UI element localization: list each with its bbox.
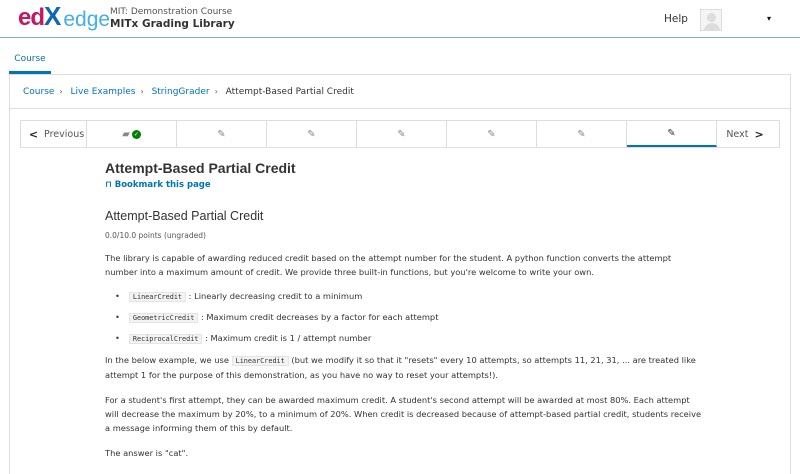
next-label: Next: [726, 128, 749, 140]
unit-tab-5[interactable]: [447, 121, 537, 147]
bookmark-icon: ⊓: [105, 180, 115, 190]
list-text: : Maximum credit decreases by a factor for each attempt: [200, 312, 439, 322]
book-icon: ▰: [122, 128, 130, 140]
course-name: MITx Grading Library: [110, 18, 235, 30]
unit-tab-4[interactable]: [357, 121, 447, 147]
edit-icon: ✎: [217, 128, 226, 140]
edit-icon: ✎: [397, 128, 406, 140]
user-avatar[interactable]: [700, 9, 722, 31]
course-content: [9, 74, 791, 474]
help-link[interactable]: Help: [664, 13, 688, 25]
edit-icon: ✎: [487, 128, 496, 140]
list-item: [115, 311, 705, 325]
list-item: [115, 332, 705, 346]
unit-content: [105, 160, 705, 471]
next-button[interactable]: [717, 121, 779, 147]
intro-text: The library is capable of awarding reduced credit based on the attempt number for the student. A python function converts the attempt number into a maximum amount of credit. We provide three built-in functions, but you're welcome to write your own.: [105, 253, 672, 277]
list-item: [115, 290, 705, 304]
user-menu-caret-icon[interactable]: ▾: [767, 14, 772, 23]
answer-text: The answer is "cat".: [105, 448, 189, 458]
chevron-left-icon: <: [28, 127, 39, 141]
breadcrumb-course[interactable]: Course: [23, 87, 55, 97]
code: LinearCredit: [232, 356, 289, 366]
chevron-right-icon: ›: [140, 87, 144, 96]
unit-tab-7[interactable]: [627, 121, 717, 147]
breadcrumb: [10, 75, 790, 109]
edit-icon: ✎: [577, 128, 586, 140]
bookmark-button[interactable]: [105, 180, 705, 190]
course-org: MIT: Demonstration Course: [110, 7, 233, 17]
breadcrumb-stringgrader[interactable]: StringGrader: [151, 87, 210, 97]
site-header: [0, 0, 800, 38]
code: ReciprocalCredit: [129, 334, 202, 344]
code: LinearCredit: [129, 292, 186, 302]
edit-icon: ✎: [667, 127, 676, 139]
text: (but we modify it so that it "resets" every 10 attempts, so attempts 11, 21, 31, ... are treated like attempt 1 for the purpose of this demonstration, as you have no way to reset your attempts!).: [105, 355, 696, 380]
tab-course[interactable]: Course: [9, 38, 51, 74]
chevron-right-icon: >: [754, 127, 764, 141]
unit-tab-1[interactable]: [87, 121, 177, 147]
check-icon: ✓: [133, 130, 139, 138]
breadcrumb-live-examples[interactable]: Live Examples: [70, 87, 136, 97]
unit-tab-2[interactable]: [177, 121, 267, 147]
edx-edge-logo[interactable]: ed X edge: [18, 1, 111, 31]
unit-tab-3[interactable]: [267, 121, 357, 147]
edit-icon: ✎: [307, 128, 316, 140]
code: GeometricCredit: [129, 313, 198, 323]
chevron-right-icon: ›: [59, 87, 63, 96]
course-tabs: [0, 38, 800, 74]
details-text: For a student's first attempt, they can be awarded maximum credit. A student's second attempt will be awarded at most 80%. Each attempt will decrease the maximum by 20%, to a minimum of 20%. When credit is decreased because of attempt-based partial credit, students receive a message informing them of this by default.: [105, 395, 702, 433]
problem-points: 0.0/10.0 points (ungraded): [105, 231, 206, 240]
text: In the below example, we use: [105, 355, 232, 365]
page-title: Attempt-Based Partial Credit: [105, 160, 296, 176]
sequence-nav: [20, 120, 780, 148]
list-text: : Maximum credit is 1 / attempt number: [205, 333, 372, 343]
previous-label: Previous: [44, 128, 85, 140]
breadcrumb-current: Attempt-Based Partial Credit: [225, 87, 354, 97]
list-text: : Linearly decreasing credit to a minimum: [188, 291, 363, 301]
credit-functions-list: [115, 290, 705, 346]
bookmark-label: Bookmark this page: [114, 180, 211, 190]
example-text: [105, 353, 705, 382]
unit-tab-6[interactable]: [537, 121, 627, 147]
chevron-right-icon: ›: [214, 87, 218, 96]
problem-title: Attempt-Based Partial Credit: [105, 209, 264, 223]
previous-button[interactable]: [21, 121, 87, 147]
